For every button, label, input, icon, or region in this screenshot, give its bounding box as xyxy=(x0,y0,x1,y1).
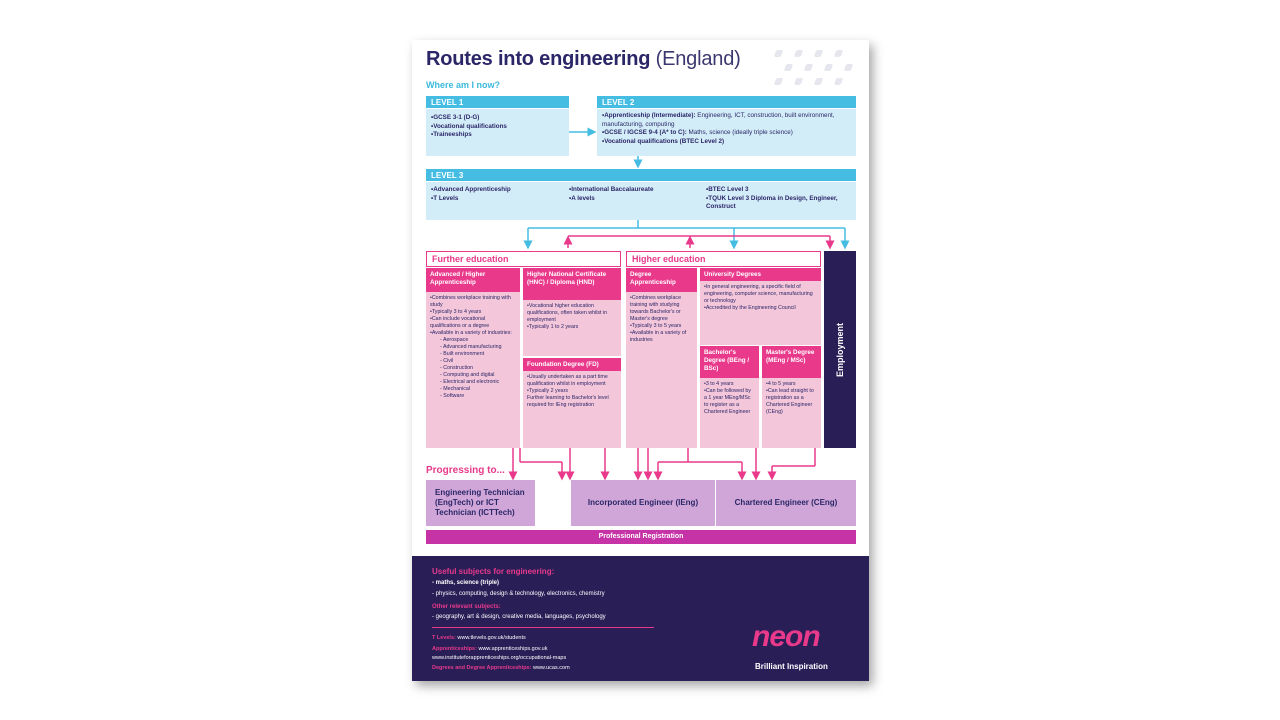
fd-item: • Usually undertaken as a part time qualification whilst in employment xyxy=(527,374,617,388)
deg-app-item: • Combines workplace training with studying towards Bachelor's or Master's degree xyxy=(630,295,693,323)
masters-head: Master's Degree (MEng / MSc) xyxy=(762,346,821,378)
level1-bar: LEVEL 1 xyxy=(426,96,569,108)
level3-item: • International Baccalaureate xyxy=(569,186,699,195)
industry-item: - Advanced manufacturing xyxy=(430,344,516,351)
bachelors-head: Bachelor's Degree (BEng / BSc) xyxy=(700,346,759,378)
level3-bar: LEVEL 3 xyxy=(426,169,856,181)
level3-item: • Advanced Apprenticeship xyxy=(431,186,561,195)
employment-label: Employment xyxy=(835,322,845,377)
footer-divider xyxy=(432,627,654,628)
industry-item: - Electrical and electronic xyxy=(430,379,516,386)
level2-bar: LEVEL 2 xyxy=(597,96,856,108)
employment-panel xyxy=(824,251,856,448)
level3-item: • A levels xyxy=(569,195,699,204)
logo-tagline: Brilliant Inspiration xyxy=(755,662,828,671)
industry-item: - Mechanical xyxy=(430,386,516,393)
where-am-i-heading: Where am I now? xyxy=(426,80,501,90)
hnc-hnd-body xyxy=(523,300,621,356)
industry-item: - Construction xyxy=(430,365,516,372)
university-degrees-head: University Degrees xyxy=(700,268,821,281)
industry-item: - Aerospace xyxy=(430,337,516,344)
bach-item: • Can be followed by a 1 year MEng/MSc to register as a Chartered Engineer xyxy=(704,388,755,416)
useful-subjects-2: - physics, computing, design & technology, electronics, chemistry xyxy=(432,591,605,597)
foundation-degree-body xyxy=(523,371,621,448)
foundation-degree-head: Foundation Degree (FD) xyxy=(523,358,621,371)
level3-item: • BTEC Level 3 xyxy=(706,186,851,195)
industry-item: - Civil xyxy=(430,358,516,365)
bach-item: • 3 to 4 years xyxy=(704,381,755,388)
neon-logo: neon xyxy=(752,620,820,653)
title-main: Routes into engineering xyxy=(426,48,651,70)
hnc-item: • Vocational higher education qualifications, often taken whilst in employment xyxy=(527,303,617,324)
mast-item: • 4 to 5 years xyxy=(766,381,817,388)
ifa-link[interactable]: www.instituteforapprenticeships.org/occupational-maps xyxy=(432,655,567,661)
further-education-title: Further education xyxy=(426,251,621,267)
footer xyxy=(412,556,869,681)
hnc-hnd-head: Higher National Certificate (HNC) / Diploma (HND) xyxy=(523,268,621,300)
useful-subjects-1: - maths, science (triple) xyxy=(432,580,500,586)
useful-subjects-title: Useful subjects for engineering: xyxy=(432,567,555,576)
fd-note: Further learning to Bachelor's level required for IEng registration xyxy=(527,395,609,408)
uni-item: • Accredited by the Engineering Council xyxy=(704,305,817,312)
adv-item: • Typically 3 to 4 years xyxy=(430,309,516,316)
hnc-item: • Typically 1 to 2 years xyxy=(527,324,617,331)
route-ieng: Incorporated Engineer (IEng) xyxy=(571,480,715,526)
adv-item: • Available in a variety of industries: xyxy=(430,330,516,337)
university-degrees-body xyxy=(700,281,821,345)
ucas-link[interactable]: www.ucas.com xyxy=(532,665,570,671)
level3-item: • T Levels xyxy=(431,195,561,204)
professional-registration-bar: Professional Registration xyxy=(426,530,856,544)
apprenticeships-link-row: Apprenticeships: www.apprenticeships.gov.uk xyxy=(432,646,548,652)
other-subjects-1: - geography, art & design, creative media, languages, psychology xyxy=(432,614,606,620)
masters-body xyxy=(762,378,821,448)
uni-item: • In general engineering, a specific field of engineering, computer science, manufacturing or technology xyxy=(704,284,817,305)
industry-item: - Computing and digital xyxy=(430,372,516,379)
adv-item: • Can include vocational qualifications or a degree xyxy=(430,316,516,330)
degree-apprenticeship-head: Degree Apprenticeship xyxy=(626,268,697,292)
apprenticeships-link[interactable]: www.apprenticeships.gov.uk xyxy=(478,646,548,652)
adv-item: • Combines workplace training with study xyxy=(430,295,516,309)
bachelors-body xyxy=(700,378,759,448)
deg-app-item: • Typically 3 to 5 years xyxy=(630,323,693,330)
fd-item: • Typically 2 years xyxy=(527,388,617,395)
advanced-apprenticeship-head: Advanced / Higher Apprenticeship xyxy=(426,268,520,292)
poster xyxy=(412,40,869,681)
mast-item: • Can lead straight to registration as a Chartered Engineer (CEng) xyxy=(766,388,817,416)
other-subjects-title: Other relevant subjects: xyxy=(432,604,501,610)
route-engtech: Engineering Technician (EngTech) or ICT Technician (ICTTech) xyxy=(426,480,535,526)
tlevels-link[interactable]: www.tlevels.gov.uk/students xyxy=(457,635,526,641)
level1-item: • Vocational qualifications xyxy=(431,123,564,132)
industry-item: - Built environment xyxy=(430,351,516,358)
degree-apprenticeship-body xyxy=(626,292,697,448)
industry-item: - Software xyxy=(430,393,516,400)
advanced-apprenticeship-body xyxy=(426,292,520,448)
level2-item: • GCSE / IGCSE 9-4 (A* to C): Maths, science (ideally triple science) xyxy=(602,129,851,138)
level3-item: • TQUK Level 3 Diploma in Design, Engineer, Construct xyxy=(706,195,851,212)
level1-item: • GCSE 3-1 (D-G) xyxy=(431,114,564,123)
higher-education-title: Higher education xyxy=(626,251,821,267)
level2-item: • Vocational qualifications (BTEC Level 2) xyxy=(602,138,851,147)
ucas-link-row: Degrees and Degree Apprenticeships: www.ucas.com xyxy=(432,665,570,671)
tlevels-link-row: T Levels: www.tlevels.gov.uk/students xyxy=(432,635,526,641)
route-ceng: Chartered Engineer (CEng) xyxy=(716,480,856,526)
level1-item: • Traineeships xyxy=(431,131,564,140)
title-sub: (England) xyxy=(655,48,741,70)
deg-app-item: • Available in a variety of industries xyxy=(630,330,693,344)
level2-item: • Apprenticeship (Intermediate): Engineering, ICT, construction, built environment, manufacturing, computing xyxy=(602,112,851,129)
progressing-heading: Progressing to... xyxy=(426,465,505,476)
